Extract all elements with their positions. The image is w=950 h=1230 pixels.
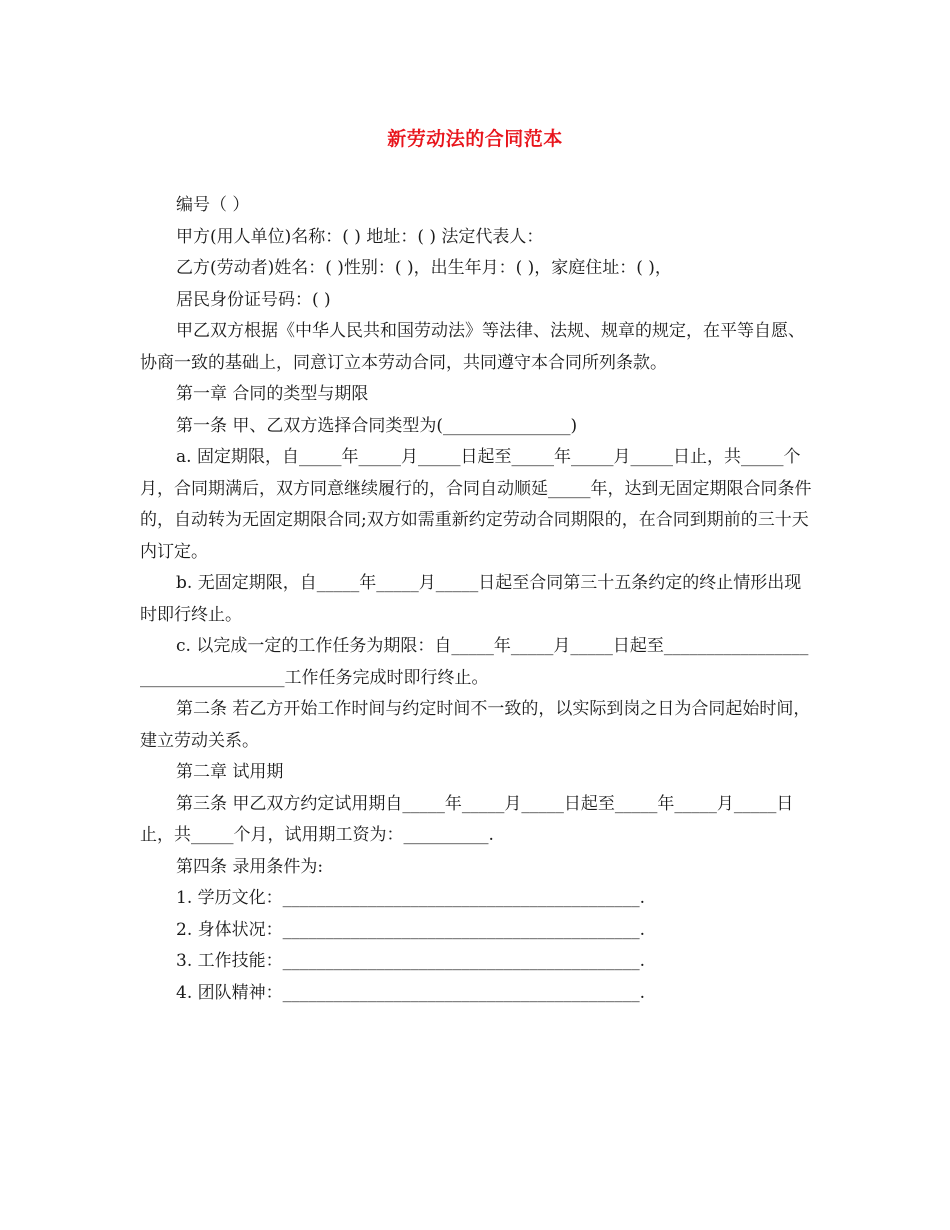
condition-education: 1. 学历文化：__________________________________________.: [176, 888, 646, 908]
contract-number-line: 编号（ ）: [176, 195, 250, 215]
article-1: 第一条 甲、乙双方选择合同类型为(_______________): [176, 415, 578, 436]
preamble-paragraph: 甲乙双方根据《中华人民共和国劳动法》等法律、法规、规章的规定，在平等自愿、协商一致的基础上，同意订立本劳动合同，共同遵守本合同所列条款。: [140, 321, 805, 373]
document-title: 新劳动法的合同范本: [387, 128, 563, 150]
id-number-line: 居民身份证号码：( ): [176, 289, 331, 310]
condition-skills: 3. 工作技能：__________________________________________.: [176, 951, 646, 971]
condition-teamwork: 4. 团队精神：__________________________________________.: [176, 982, 646, 1003]
clause-c: c. 以完成一定的工作任务为期限：自_____年_____月_____日起至__________________________________工作任务完成时即行终止。: [140, 636, 809, 688]
chapter-1-heading: 第一章 合同的类型与期限: [176, 384, 369, 404]
article-2: 第二条 若乙方开始工作时间与约定时间不一致的，以实际到岗之日为合同起始时间，建立劳动关系。: [140, 699, 811, 751]
party-a-line: 甲方(用人单位)名称：( ) 地址：( ) 法定代表人：: [176, 226, 544, 247]
clause-a: a. 固定期限，自_____年_____月_____日起至_____年_____月_____日止，共_____个月，合同期满后，双方同意继续履行的，合同自动顺延_____年，达到无固定期限合同条件的，自动转为无固定期限合同;双方如需重新约定劳动合同期限的，在合同到期前的三十天内订定。: [140, 447, 812, 562]
article-3: 第三条 甲乙双方约定试用期自_____年_____月_____日起至_____年_____月_____日止，共_____个月，试用期工资为：__________.: [140, 793, 794, 845]
condition-health: 2. 身体状况：__________________________________________.: [176, 919, 646, 940]
chapter-2-heading: 第二章 试用期: [176, 762, 284, 782]
clause-b: b. 无固定期限，自_____年_____月_____日起至合同第三十五条约定的终止情形出现时即行终止。: [140, 573, 802, 625]
document-body: [140, 190, 812, 1009]
article-4: 第四条 录用条件为:: [176, 856, 324, 877]
party-b-line: 乙方(劳动者)姓名：( )性别：( )，出生年月：( )，家庭住址：( )，: [176, 258, 672, 278]
